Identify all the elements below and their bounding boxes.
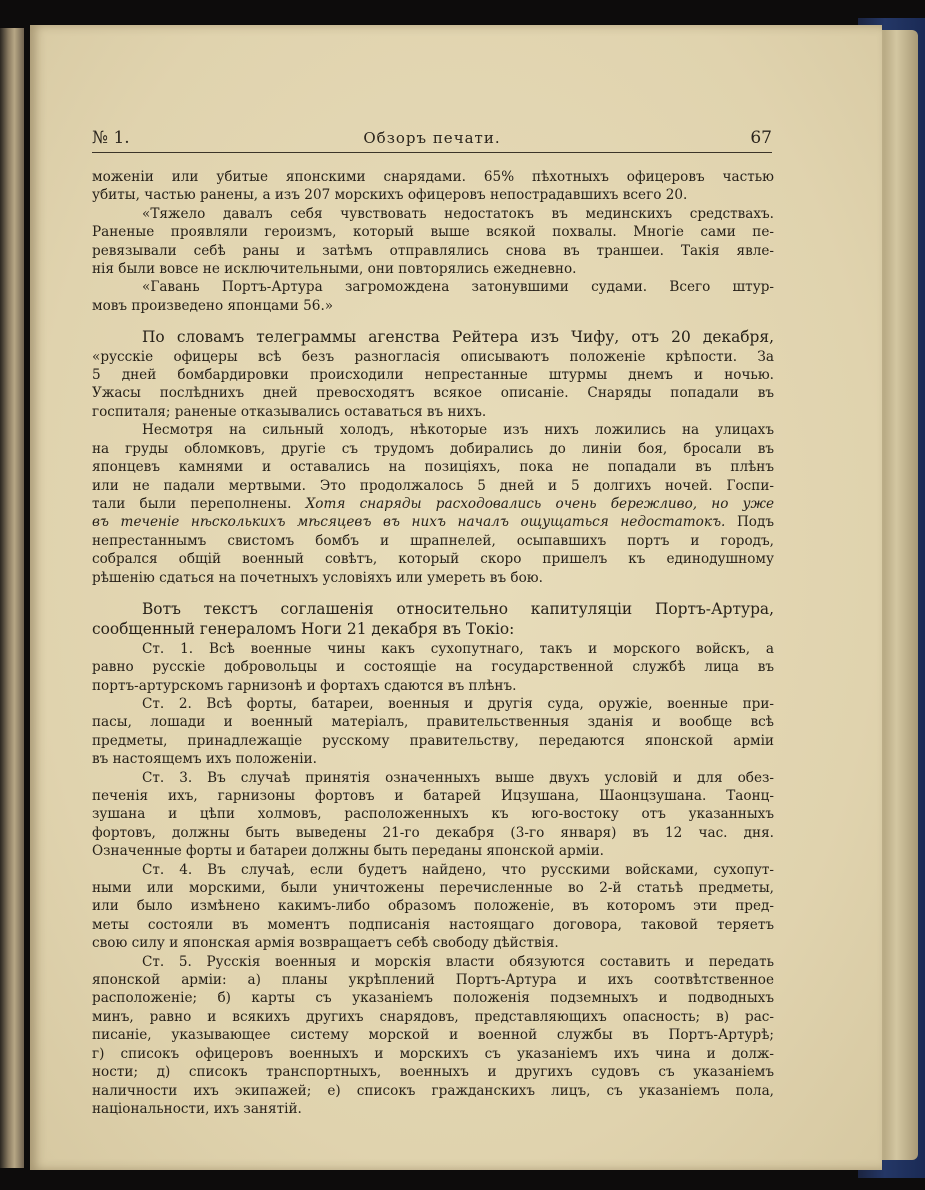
text-line: ными или морскими, были уничтожены перечисленные во 2-й статьѣ предметы, <box>92 880 774 897</box>
text-line: равно русскіе добровольцы и состоящіе на государственной службѣ лица въ <box>92 659 774 676</box>
text-line: Ст. 1. Всѣ военные чины какъ сухопутнаго, такъ и морского войскъ, а <box>142 640 774 657</box>
text-line: японской арміи: а) планы укрѣплений Портъ-Артура и ихъ соотвѣтственное <box>92 972 774 989</box>
text-line: Ст. 2. Всѣ форты, батареи, военныя и другія суда, оружіе, военные при- <box>142 695 774 712</box>
text-line-mixed <box>92 495 774 513</box>
italic-segment: Хотя снаряды расходовались очень бережливо, но уже <box>305 495 774 512</box>
text-line: писаніе, указывающее систему морской и военной службы въ Портъ-Артурѣ; <box>92 1027 774 1044</box>
text-line-lead: Вотъ текстъ соглашенія относительно капитуляціи Портъ-Артура, <box>142 599 774 618</box>
text-line: предметы, принадлежащіе русскому правительству, передаются японской арміи <box>92 732 774 749</box>
text-line: 5 дней бомбардировки происходили непрестанные штурмы днемъ и ночью. <box>92 367 774 384</box>
text-line: ревязывали себѣ раны и затѣмъ отправлялись снова въ траншеи. Такія явле- <box>92 242 774 259</box>
text-line: госпиталя; раненые отказывались оставаться въ нихъ. <box>92 403 487 420</box>
text-line: «Тяжело давалъ себя чувствовать недостатокъ въ мединскихъ средствахъ. <box>142 205 774 222</box>
text-line: непрестаннымъ свистомъ бомбъ и шрапнелей, осыпавшихъ портъ и городъ, <box>92 532 774 549</box>
text-line: въ настоящемъ ихъ положеніи. <box>92 751 318 768</box>
text-line: «русскіе офицеры всѣ безъ разногласія описываютъ положеніе крѣпости. За <box>92 348 774 365</box>
text-line: наличности ихъ экипажей; е) списокъ гражданскихъ лицъ, съ указаніемъ пола, <box>92 1082 774 1099</box>
text-line: меты состояли въ моментъ подписанія настоящаго договора, таковой теряетъ <box>92 916 774 933</box>
text-line: собрался общій военный совѣтъ, который скоро пришелъ къ единодушному <box>92 551 774 568</box>
text-line: на груды обломковъ, другіе съ трудомъ добирались до линіи боя, бросали въ <box>92 440 774 457</box>
text-line: японцевъ камнями и оставались на позиціяхъ, пока не попадали въ плѣнъ <box>92 459 774 476</box>
text-line: печенія ихъ, гарнизоны фортовъ и батарей Ицзушана, Шаонцзушана. Таонц- <box>92 788 774 804</box>
text-line: или не падали мертвыми. Это продолжалось 5 дней и 5 долгихъ ночей. Госпи- <box>92 477 774 494</box>
paragraph-gap <box>92 587 774 599</box>
text-line: Ужасы послѣднихъ дней превосходятъ всякое описаніе. Снаряды попадали въ <box>92 385 774 402</box>
text-line: портъ-артурскомъ гарнизонѣ и фортахъ сдаются въ плѣнъ. <box>92 677 517 694</box>
paragraph-gap <box>92 315 774 327</box>
text-line: Означенные форты и батареи должны быть переданы японской арміи. <box>92 843 605 860</box>
text-line: національности, ихъ занятій. <box>92 1100 302 1117</box>
text-line: минъ, равно и всякихъ другихъ снарядовъ, представляющихъ опасность; в) рас- <box>92 1008 774 1025</box>
text-line-lead: По словамъ телеграммы агенства Рейтера изъ Чифу, отъ 20 декабря, <box>142 328 774 347</box>
text-segment: Подъ <box>736 514 774 531</box>
running-header <box>92 126 772 153</box>
text-line: зушана и цѣпи холмовъ, расположенныхъ къ юго-востоку отъ указанныхъ <box>92 806 774 823</box>
page-number: 67 <box>750 128 772 148</box>
text-line: убиты, частью ранены, а изъ 207 морскихъ офицеровъ непострадавшихъ всего 20. <box>92 187 688 204</box>
text-line: фортовъ, должны быть выведены 21-го декабря (3-го января) въ 12 час. дня. <box>92 824 774 841</box>
text-segment: тали были переполнены. <box>92 495 292 512</box>
book-spine-edge <box>0 28 24 1168</box>
text-line: «Гавань Портъ-Артура загромождена затонувшими судами. Всего штур- <box>142 279 774 296</box>
issue-number: № 1. <box>92 128 130 148</box>
text-line: расположеніе; б) карты съ указаніемъ положенія подземныхъ и подводныхъ <box>92 990 774 1007</box>
text-line: Ст. 5. Русскія военныя и морскія власти обязуются составить и передать <box>142 953 774 970</box>
text-line: рѣшенію сдаться на почетныхъ условіяхъ или умереть въ бою. <box>92 569 543 586</box>
text-line: ности; д) списокъ транспортныхъ, военныхъ и другихъ судовъ съ указаніемъ <box>92 1064 774 1081</box>
text-line: или было измѣнено какимъ-либо образомъ положеніе, въ которомъ эти пред- <box>92 898 774 915</box>
section-title: Обзоръ печати. <box>363 129 501 147</box>
text-line: нія были вовсе не исключительными, они повторялись ежедневно. <box>92 261 577 278</box>
text-line: свою силу и японская армія возвращаетъ себѣ свободу дѣйствія. <box>92 935 559 952</box>
text-line: г) списокъ офицеровъ военныхъ и морскихъ съ указаніемъ ихъ чина и долж- <box>92 1045 774 1062</box>
text-line: Несмотря на сильный холодъ, нѣкоторые изъ нихъ ложились на улицахъ <box>142 422 774 439</box>
text-line-lead: сообщенный генераломъ Ноги 21 декабря въ Токіо: <box>92 620 515 639</box>
text-line: Ст. 4. Въ случаѣ, если будетъ найдено, что русскими войсками, сухопут- <box>142 861 774 878</box>
text-line: Раненые проявляли героизмъ, который выше всякой похвалы. Многіе сами пе- <box>92 224 774 241</box>
italic-segment: въ теченіе нѣсколькихъ мѣсяцевъ въ нихъ началъ ощущаться недостатокъ. <box>92 514 726 531</box>
text-line: Ст. 3. Въ случаѣ принятія означенныхъ выше двухъ условій и для обез- <box>142 769 774 786</box>
text-line: пасы, лошади и военный матеріалъ, правительственныя зданія и вообще всѣ <box>92 714 774 731</box>
text-line: моженіи или убитые японскими снарядами. 65% пѣхотныхъ офицеровъ частью <box>92 169 774 185</box>
text-line-mixed <box>92 513 774 531</box>
text-line: мовъ произведено японцами 56.» <box>92 297 334 314</box>
body-text <box>92 168 774 1118</box>
